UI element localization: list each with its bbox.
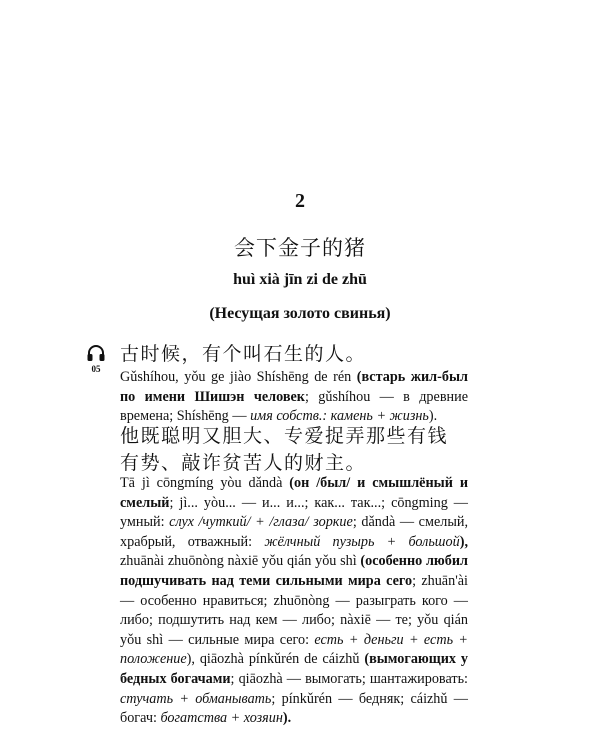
gloss-pinyin: zhuānài zhuōnòng nàxiē yǒu qián yǒu shì	[120, 553, 361, 570]
gloss-translation: (особенно любил подшучивать над теми сильными мира сего	[120, 553, 468, 589]
gloss-notes: ; jì... yòu... — и... и...; как... так...; cōngming — умный:	[120, 494, 468, 531]
gloss-end: ).	[282, 710, 292, 727]
gloss-notes: ; pínkǔrén — бедняк; cáizhǔ — богач:	[120, 690, 468, 727]
gloss-pinyin: ), qiāozhà pínkǔrén de cáizhǔ	[186, 651, 365, 668]
gloss-translation: ),	[459, 533, 468, 550]
gloss-translation: (он /был/ и смышлёный и смелый	[120, 475, 468, 511]
audio-marker[interactable]	[84, 344, 108, 374]
chapter-title-russian: (Несущая золото свинья)	[209, 305, 391, 322]
gloss-translation: (встарь жил-был по имени Шишэн человек	[120, 369, 469, 405]
audio-track-number: 05	[91, 364, 101, 374]
gloss-pinyin: Gǔshíhou, yǒu ge jiào Shíshēng de rén	[120, 369, 357, 385]
gloss-etymology: слух /чуткий/ + /глаза/ зоркие	[169, 514, 353, 531]
gloss-pinyin: Tā jì cōngmíng yòu dǎndà	[120, 475, 290, 491]
gloss-translation: (вымогающих у бедных богачами	[120, 651, 468, 687]
gloss-paragraph-2	[120, 474, 468, 729]
chapter-number: 2	[295, 190, 305, 212]
headphones-icon	[86, 344, 106, 362]
gloss-paragraph-1	[120, 368, 468, 427]
gloss-etymology: имя собств.: камень + жизнь	[250, 408, 429, 425]
gloss-notes: ; gǔshíhou — в древние времена; Shíshēng —	[120, 388, 468, 425]
gloss-notes: ; dǎndà — смелый, храбрый, отважный:	[120, 514, 468, 550]
sentence-chinese-2: 他既聪明又胆大、专爱捉弄那些有钱有势、敲诈贫苦人的财主。	[120, 425, 449, 474]
gloss-end: ).	[428, 408, 438, 425]
gloss-etymology: богатства + хозяин	[160, 710, 283, 727]
gloss-etymology: жёлчный пузырь + большой	[264, 533, 460, 550]
sentence-chinese-1: 古时候，有个叫石生的人。	[120, 343, 367, 365]
gloss-etymology: стучать + обманывать	[120, 690, 272, 707]
chapter-title-chinese: 会下金子的猪	[234, 236, 366, 260]
gloss-notes: ; qiāozhà — вымогать; шантажировать:	[230, 670, 468, 687]
gloss-notes: ; zhuān'ài — особенно нравиться; zhuōnòng — разыграть кого — либо; подшутить над кем — либо; nàxiē — те; yǒu qián yǒu shì — сильные мира сего:	[120, 572, 468, 648]
gloss-etymology: есть + деньги + есть + положение	[120, 631, 468, 668]
chapter-title-pinyin: huì xià jīn zi de zhū	[233, 271, 367, 288]
